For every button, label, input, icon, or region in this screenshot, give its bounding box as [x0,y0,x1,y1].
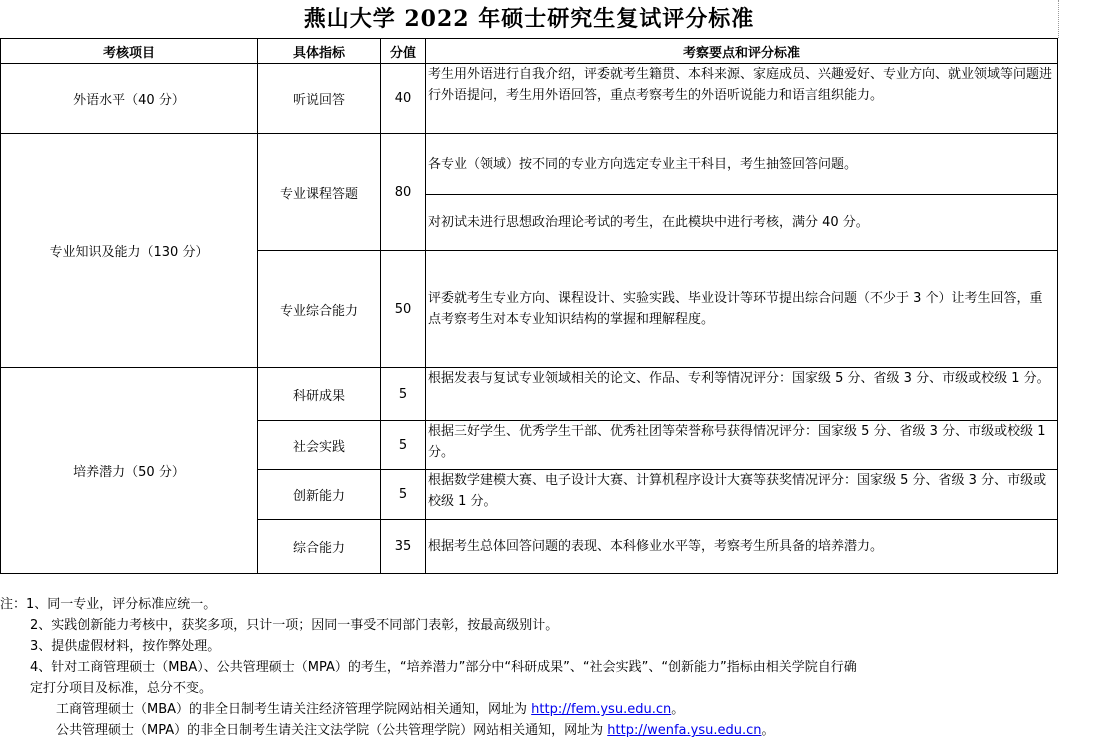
indicator-cell: 综合能力 [258,520,381,574]
note-2: 2、实践创新能力考核中，获奖多项，只计一项；因同一事受不同部门表彰，按最高级别计。 [30,618,559,633]
sheet-gridline [1058,0,1060,38]
header-score: 分值 [381,39,426,64]
page-title: 燕山大学 2022 年硕士研究生复试评分标准 [303,6,755,32]
category-cell: 外语水平（40 分） [1,64,258,134]
category-cell: 专业知识及能力（130 分） [1,134,258,368]
indicator-cell: 科研成果 [258,368,381,421]
note-1: 注：1、同一专业，评分标准应统一。 [0,597,217,612]
criteria-cell: 根据发表与复试专业领域相关的论文、作品、专利等情况评分：国家级 5 分、省级 3 分、市级或校级 1 分。 [426,368,1058,421]
score-cell: 35 [381,520,426,574]
note-3: 3、提供虚假材料，按作弊处理。 [30,639,221,654]
mba-note-text: 工商管理硕士（MBA）的非全日制考生请关注经济管理学院网站相关通知，网址为 [56,702,528,717]
score-cell: 40 [381,64,426,134]
criteria-cell: 对初试未进行思想政治理论考试的考生，在此模块中进行考核，满分 40 分。 [426,195,1058,251]
mpa-note [0,720,1106,741]
criteria-cell: 根据考生总体回答问题的表现、本科修业水平等，考察考生所具备的培养潜力。 [426,520,1058,574]
score-cell: 50 [381,251,426,368]
mpa-note-text: 公共管理硕士（MPA）的非全日制考生请关注文法学院（公共管理学院）网站相关通知，网址为 [56,723,604,738]
indicator-cell: 听说回答 [258,64,381,134]
criteria-cell: 根据三好学生、优秀学生干部、优秀社团等荣誉称号获得情况评分：国家级 5 分、省级 3 分、市级或校级 1 分。 [426,421,1058,470]
score-cell: 5 [381,421,426,470]
table-row [1,64,1058,134]
criteria-cell: 各专业（领域）按不同的专业方向选定专业主干科目，考生抽签回答问题。 [426,134,1058,195]
mpa-link[interactable]: http://wenfa.ysu.edu.cn [607,723,762,738]
indicator-cell: 专业课程答题 [258,134,381,251]
score-cell: 5 [381,470,426,520]
note-4-continued: 定打分项目及标准，总分不变。 [30,681,213,696]
criteria-cell: 根据数学建模大赛、电子设计大赛、计算机程序设计大赛等获奖情况评分：国家级 5 分、省级 3 分、市级或校级 1 分。 [426,470,1058,520]
indicator-cell: 社会实践 [258,421,381,470]
mba-note [0,699,1106,720]
header-indicator: 具体指标 [258,39,381,64]
mpa-note-end: 。 [761,723,775,738]
criteria-cell: 评委就考生专业方向、课程设计、实验实践、毕业设计等环节提出综合问题（不少于 3 个）让考生回答，重点考察考生对本专业知识结构的掌握和理解程度。 [426,251,1058,368]
table-row [1,368,1058,421]
header-row [1,39,1058,64]
indicator-cell: 专业综合能力 [258,251,381,368]
header-criteria: 考察要点和评分标准 [426,39,1058,64]
mba-link[interactable]: http://fem.ysu.edu.cn [531,702,672,717]
score-cell: 5 [381,368,426,421]
mba-note-end: 。 [671,702,685,717]
header-category: 考核项目 [1,39,258,64]
notes-section [0,594,1106,741]
table-row [1,134,1058,195]
note-4: 4、针对工商管理硕士（MBA）、公共管理硕士（MPA）的考生，“培养潜力”部分中“科研成果”、“社会实践”、“创新能力”指标由相关学院自行确 [30,660,857,675]
category-cell: 培养潜力（50 分） [1,368,258,574]
criteria-cell: 考生用外语进行自我介绍，评委就考生籍贯、本科来源、家庭成员、兴趣爱好、专业方向、就业领域等问题进行外语提问，考生用外语回答，重点考察考生的外语听说能力和语言组织能力。 [426,64,1058,134]
score-table [0,38,1058,574]
score-cell: 80 [381,134,426,251]
indicator-cell: 创新能力 [258,470,381,520]
